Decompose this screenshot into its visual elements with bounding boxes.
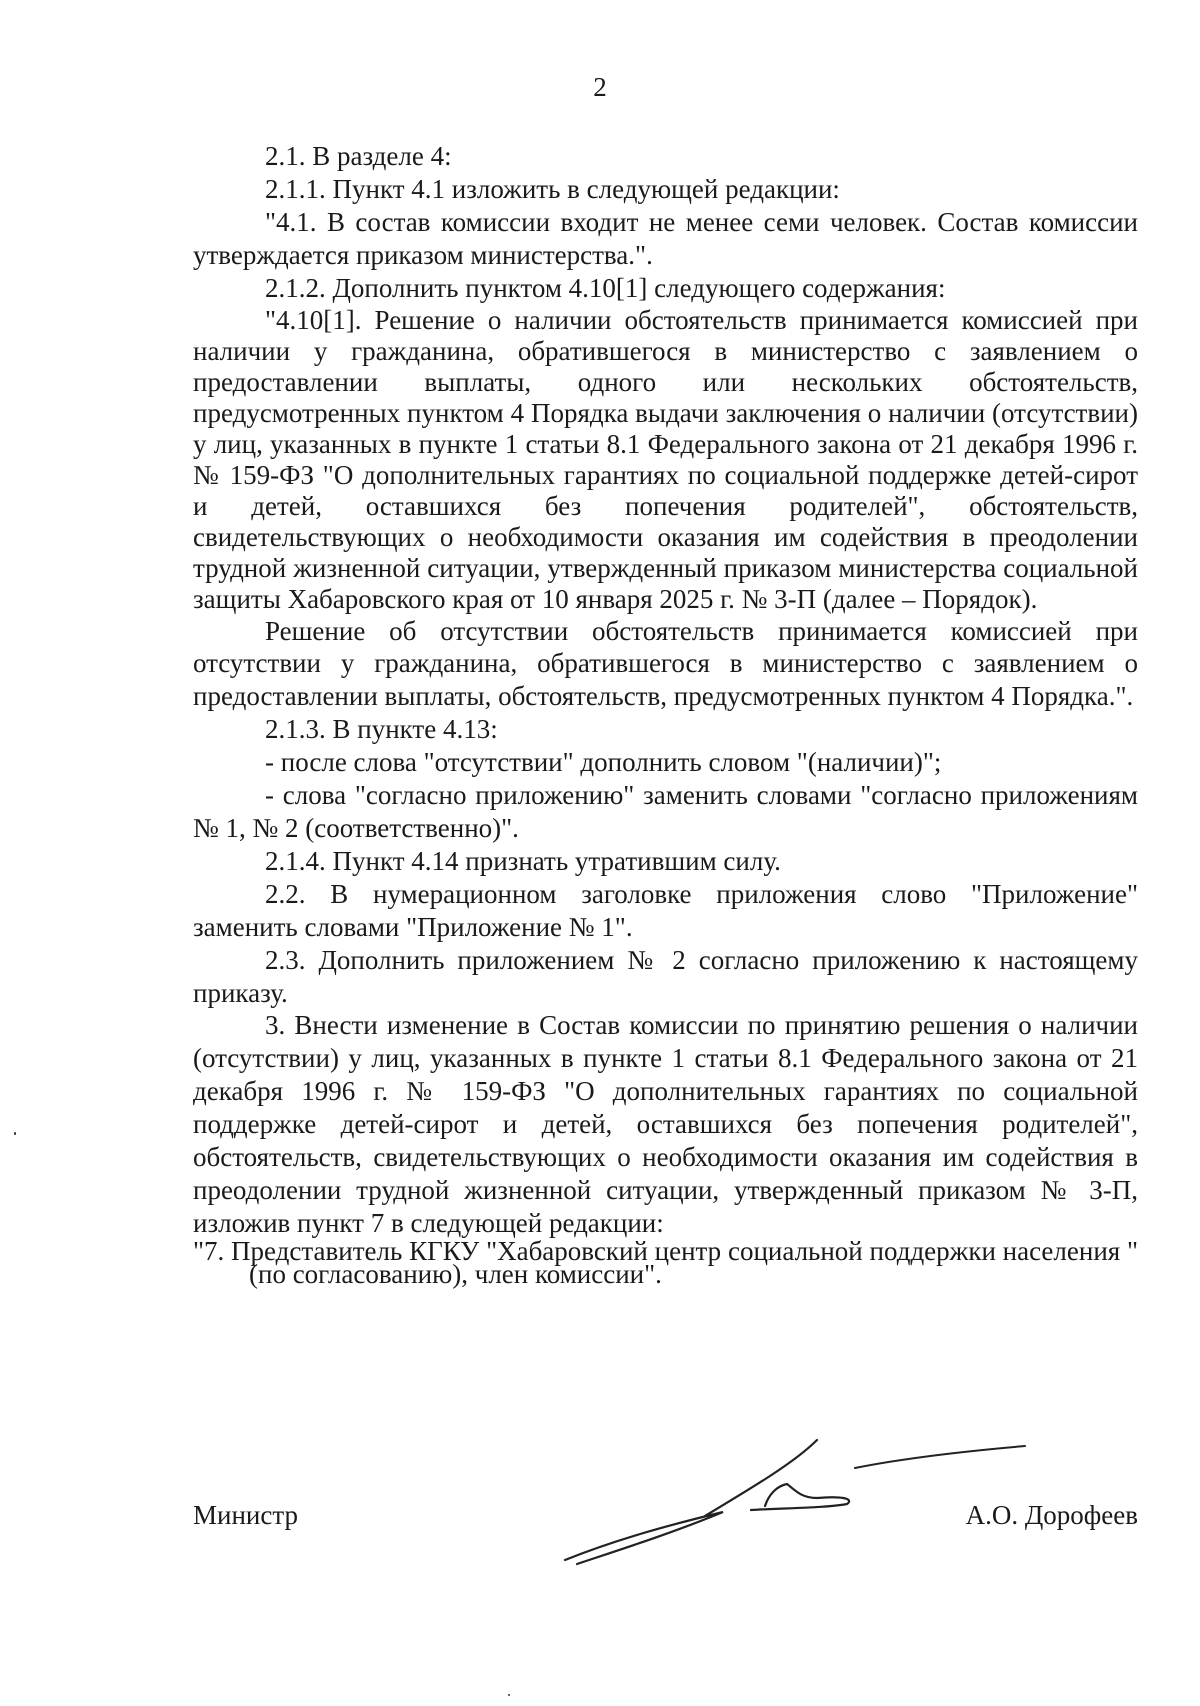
signatory-name: А.О. Дорофеев <box>965 1500 1138 1530</box>
list-item-after-word: - после слова "отсутствии" дополнить словом "(наличии)"; <box>265 747 942 778</box>
paragraph-2-1-1: 2.1.1. Пункт 4.1 изложить в следующей редакции: <box>265 173 840 204</box>
paragraph-4-1-quote: "4.1. В состав комиссии входит не менее семи человек. Состав комиссии утверждается приказом министерства.". <box>193 206 1138 270</box>
page-number: 2 <box>593 72 607 102</box>
paragraph-2-1-4: 2.1.4. Пункт 4.14 признать утратившим силу. <box>265 845 781 876</box>
paragraph-2-3: 2.3. Дополнить приложением № 2 согласно приложению к настоящему приказу. <box>193 944 1138 1008</box>
paragraph-2-1-2: 2.1.2. Дополнить пунктом 4.10[1] следующего содержания: <box>265 272 946 303</box>
paragraph-2-1-3: 2.1.3. В пункте 4.13: <box>265 714 498 745</box>
signatory-role: Министр <box>193 1500 298 1530</box>
signature-block <box>193 1500 1138 1540</box>
paragraph-2-2: 2.2. В нумерационном заголовке приложения слово "Приложение" заменить словами "Приложение № 1". <box>193 878 1138 942</box>
paragraph-2-1: 2.1. В разделе 4: <box>265 141 452 171</box>
paragraph-absence-decision: Решение об отсутствии обстоятельств принимается комиссией при отсутствии у гражданина, обратившегося в министерство с заявлением о предоставлении выплаты, обстоятельств, предусмотренных пунктом 4 Порядка.". <box>193 615 1138 712</box>
document-body <box>193 140 1138 1289</box>
scan-speck <box>508 1694 510 1696</box>
paragraph-4-10-1-quote: "4.10[1]. Решение о наличии обстоятельств принимается комиссией при наличии у гражданина, обратившегося в министерство с заявлением о предоставлении выплаты, одного или нескольких обстоятельств, предусмотренных пунктом 4 Порядка выдачи заключения о наличии (отсутствии) у лиц, указанных в пункте 1 статьи 8.1 Федерального закона от 21 декабря 1996 г. № 159-ФЗ "О дополнительных гарантиях по социальной поддержке детей-сирот и детей, оставшихся без попечения родителей", обстоятельств, свидетельствующих о необходимости оказания им содействия в преодолении трудной жизненной ситуации, утвержденный приказом министерства социальной защиты Хабаровского края от 10 января 2025 г. № 3-П (далее – Порядок). <box>193 304 1138 614</box>
scan-speck <box>14 1132 16 1135</box>
paragraph-3: 3. Внести изменение в Состав комиссии по принятию решения о наличии (отсутствии) у лиц, указанных в пункте 1 статьи 8.1 Федерального закона от 21 декабря 1996 г. № 159-ФЗ "О дополнительных гарантиях по социальной поддержке детей-сирот и детей, оставшихся без попечения родителей", обстоятельств, свидетельствующих о необходимости оказания им содействия в преодолении трудной жизненной ситуации, утвержденный приказом № 3-П, изложив пункт 7 в следующей редакции: <box>193 1010 1138 1238</box>
list-item-replace-words: - слова "согласно приложению" заменить словами "согласно приложениям № 1, № 2 (соответственно)". <box>193 780 1138 843</box>
quoted-item-7: "7. Представитель КГКУ "Хабаровский центр социальной поддержки населения " (по согласованию), член комиссии". <box>193 1235 1138 1289</box>
